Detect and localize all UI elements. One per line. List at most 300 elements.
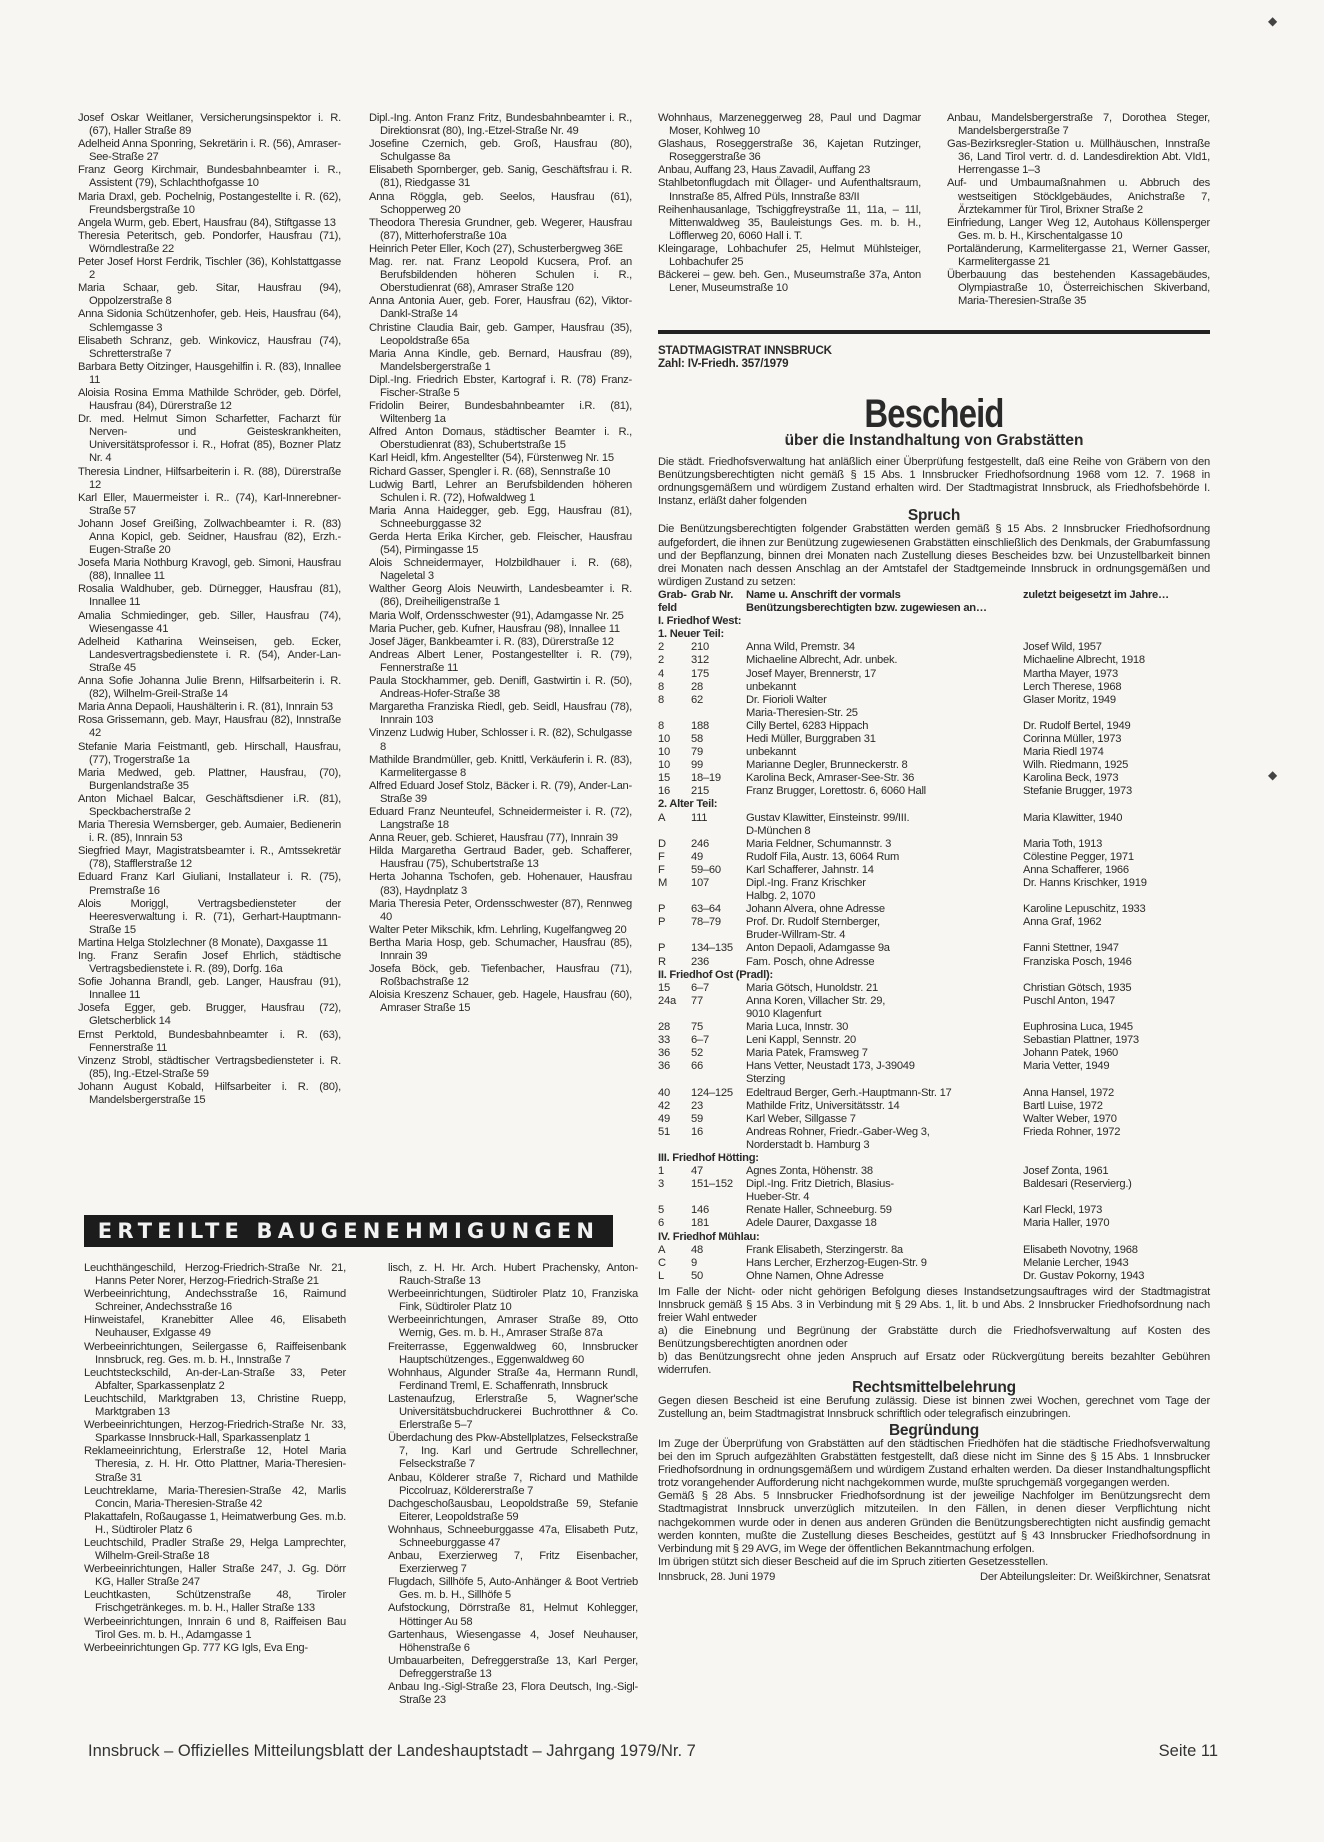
grave-table-cell: 48 — [691, 1243, 703, 1256]
grave-table-cell: 8 — [658, 719, 664, 732]
permit-entry: Werbeeinrichtungen, Amraser Straße 89, Otto Wernig, Ges. m. b. H., Amraser Straße 87a — [388, 1314, 638, 1340]
grave-table-cell: 63–64 — [691, 903, 721, 916]
grave-table-row — [658, 1165, 1210, 1178]
permit-entry: Stahlbetonflugdach mit Öllager- und Aufenthaltsraum, Innstraße 85, Alfred Püls, Innstraße 83/II — [658, 177, 921, 203]
grave-table-cell: 16 — [691, 1125, 703, 1138]
obituary-entry: Karl Eller, Mauermeister i. R.. (74), Karl-Innerebner-Straße 57 — [78, 491, 341, 517]
obituary-entry: Theodora Theresia Grundner, geb. Wegerer, Hausfrau (87), Mitterhoferstraße 10a — [369, 216, 632, 242]
grave-table-cell: 49 — [691, 850, 703, 863]
grave-table-row — [658, 1034, 1210, 1047]
grave-table-header-cell: Grab-feld — [658, 588, 687, 615]
grave-table-cell: F — [658, 850, 665, 863]
obituary-entry: Hilda Margaretha Gertraud Bader, geb. Schafferer, Hausfrau (75), Schubertstraße 13 — [369, 845, 632, 871]
permit-entry: Wohnhaus, Schneeburggasse 47a, Elisabeth Putz, Schneeburggasse 47 — [388, 1523, 638, 1549]
grave-section-title — [658, 969, 1210, 982]
obituary-entry: Alois Moriggl, Vertragsbediensteter der Heeresverwaltung i. R. (71), Gerhart-Hauptmann-Straße 15 — [78, 897, 341, 936]
bescheid-signature: Der Abteilungsleiter: Dr. Weißkirchner, Senatsrat — [979, 1570, 1210, 1583]
obituary-entry: Martina Helga Stolzlechner (8 Monate), Daxgasse 11 — [78, 936, 328, 949]
permit-entry: Werbeeinrichtung, Andechsstraße 16, Raimund Schreiner, Andechsstraße 16 — [84, 1288, 346, 1314]
obituary-entry: Aloisia Rosina Emma Mathilde Schröder, geb. Dörfel, Hausfrau (84), Dürerstraße 12 — [78, 386, 341, 413]
grave-table-cell: P — [658, 903, 666, 916]
obituary-entry: Theresia Lindner, Hilfsarbeiterin i. R. (88), Dürerstraße 12 — [78, 465, 341, 491]
grave-table-cell — [691, 1191, 746, 1204]
obituary-entry: Elisabeth Schranz, geb. Winkovicz, Hausfrau (74), Schretterstraße 7 — [78, 334, 341, 360]
grave-table-cell: A — [658, 811, 666, 824]
grave-table-cell: Maria Haller, 1970 — [1023, 1217, 1110, 1230]
grave-table-cell: Michaeline Albrecht, Adr. unbek. — [746, 654, 898, 667]
obituary-entry: Maria Anna Haidegger, geb. Egg, Hausfrau (81), Schneeburggasse 32 — [369, 504, 632, 530]
permit-column-1 — [84, 1262, 346, 1655]
grave-table-cell: Prof. Dr. Rudolf Sternberger, — [746, 916, 880, 929]
nicht-text: Im Falle der Nicht- oder nicht gehörigen Befolgung dieses Instandsetzungsauftrages wird der Stadtmagistrat Innsbruck gemäß § 15 Abs. 3 in Verbindung mit § 29 Abs. 1, lit. b und Abs. 2 Innsbrucker Friedhofsordnung nach freier Wahl entweder — [658, 1285, 1210, 1325]
obituary-entry: Maria Draxl, geb. Pochelnig, Postangestellte i. R. (62), Freundsbergstraße 10 — [78, 190, 341, 216]
grave-table-cell — [691, 1073, 746, 1086]
grave-table-cell — [1023, 825, 1210, 838]
permit-entry: Anbau, Exerzierweg 7, Fritz Eisenbacher, Exerzierweg 7 — [388, 1550, 638, 1576]
grave-table-cell: M — [658, 877, 668, 889]
grave-table-cell: 16 — [658, 785, 670, 798]
grave-table-cell: 58 — [691, 732, 703, 745]
permit-entry: Werbeeinrichtungen, Südtiroler Platz 10, Franziska Fink, Südtiroler Platz 10 — [388, 1288, 638, 1314]
baugenehmigungen-banner: ERTEILTE BAUGENEHMIGUNGEN — [84, 1215, 613, 1247]
grave-table-cell: 66 — [691, 1060, 703, 1073]
grave-table-row — [658, 720, 1210, 733]
permit-column-4 — [947, 112, 1210, 308]
grave-table-cell: 50 — [691, 1269, 703, 1282]
obituary-entry: Anton Michael Balcar, Geschäftsdiener i.R. (81), Speckbacherstraße 2 — [78, 792, 341, 818]
nicht-option-b: b) das Benützungsrecht ohne jeden Anspruch auf Ersatz oder Rückvergütung bereits bezahlter Gebühren widerrufen. — [658, 1351, 1210, 1377]
footer-page-number: Seite 11 — [1158, 1742, 1218, 1760]
permit-entry: Werbeeinrichtungen, Innrain 6 und 8, Raiffeisen Bau Tirol Ges. m. b. H., Adamgasse 1 — [84, 1615, 346, 1641]
grave-table-cell: Karolina Beck, 1973 — [1023, 772, 1119, 785]
grave-table-cell: 1 — [658, 1165, 664, 1178]
grave-table-cell: Puschl Anton, 1947 — [1023, 994, 1115, 1007]
spruch-text: Die Benützungsberechtigten folgender Grabstätten werden gemäß § 15 Abs. 2 Innsbrucker Friedhofsordnung aufgefordert, die ihnen zur Benützung zugewiesenen Grabstätten einschließlich des Denkmals, der Grabumfassung und der Bepflanzung, binnen drei Monaten nach Zustellung dieses Bescheides bzw. bei Unzustellbarkeit binnen drei Monaten nach dessen Anschlag an der Amtstafel der Stadtgemeinde Innsbruck in ordnungsgemäßen und würdigen Zustand zu setzen: — [658, 523, 1210, 588]
grave-table-cell — [658, 929, 691, 942]
obituary-entry: Dipl.-Ing. Anton Franz Fritz, Bundesbahnbeamter i. R., Direktionsrat (80), Ing.-Etzel-Straße Nr. 49 — [369, 112, 632, 138]
grave-table-cell: Johann Alvera, ohne Adresse — [746, 903, 885, 916]
grave-table-cell: Anna Schafferer, 1966 — [1023, 863, 1129, 876]
grave-table-cell: Euphrosina Luca, 1945 — [1023, 1021, 1133, 1034]
grave-table-cell — [691, 707, 746, 720]
grave-table-cell: 52 — [691, 1047, 703, 1060]
grave-table-row — [658, 1100, 1210, 1113]
obituary-entry: Walter Peter Mikschik, kfm. Lehrling, Kugelfangweg 20 — [369, 923, 627, 936]
grave-table-cell: 215 — [691, 785, 709, 798]
grave-table-cell: 79 — [691, 746, 703, 759]
grave-table-cell — [1023, 1073, 1210, 1086]
obituary-entry: Anna Sofie Johanna Julie Brenn, Hilfsarbeiterin i. R. (82), Wilhelm-Greil-Straße 14 — [78, 675, 341, 701]
obituary-entry: Dr. med. Helmut Simon Scharfetter, Facharzt für Nerven- und Geisteskrankheiten, Universitätsprofessor i. R., Hofrat (85), Bozner Platz Nr. 4 — [78, 413, 341, 465]
signature-line — [658, 1571, 1210, 1585]
obituary-entry: Elisabeth Spornberger, geb. Sanig, Geschäftsfrau i. R. (81), Riedgasse 31 — [369, 164, 632, 190]
obituary-entry: Maria Pucher, geb. Kufner, Hausfrau (98), Innallee 11 — [369, 622, 620, 635]
begruendung-text-3: Im übrigen stützt sich dieser Bescheid auf die im Spruch zitierten Gesetzesstellen. — [658, 1555, 1049, 1568]
grave-table-row — [658, 772, 1210, 785]
grave-table-cell: 9 — [691, 1256, 697, 1269]
grave-table-cell: Cilly Bertel, 6283 Hippach — [746, 719, 869, 732]
grave-table-cell: Maria Toth, 1913 — [1023, 837, 1103, 850]
grave-table-cell: 151–152 — [691, 1178, 733, 1191]
grave-table-cell: F — [658, 863, 665, 876]
grave-table-cell: Maria Vetter, 1949 — [1023, 1060, 1110, 1073]
grave-table-cell: Maria Riedl 1974 — [1023, 746, 1104, 759]
grave-table-cell: Dr. Gustav Pokorny, 1943 — [1023, 1269, 1145, 1282]
obituary-entry: Alfred Eduard Josef Stolz, Bäcker i. R. (79), Ander-Lan-Straße 39 — [369, 779, 632, 805]
grave-table-cell: Maria Götsch, Hunoldstr. 21 — [746, 981, 878, 994]
permit-entry: Überbauung das bestehenden Kassagebäudes, Olympiastraße 10, Österreichischen Skiverband, Maria-Theresien-Straße 35 — [947, 269, 1210, 308]
grave-section-title-text: III. Friedhof Hötting: — [658, 1151, 759, 1164]
grave-table-cell: Agnes Zonta, Höhenstr. 38 — [746, 1165, 873, 1178]
grave-table-cell: 28 — [658, 1021, 670, 1034]
grave-table-cell — [1023, 1139, 1210, 1152]
permit-entry: Reihenhausanlage, Tschiggfreystraße 11, 11a, – 11l, Mittenwaldweg 35, Bauleistungs Ges. m. b. H., Löfflerweg 20, 6060 Hall i. T. — [658, 203, 921, 242]
grave-table-cell: Wilh. Riedmann, 1925 — [1023, 759, 1129, 772]
grave-table-cell: A — [658, 1243, 666, 1256]
obituary-entry: Maria Theresia Peter, Ordensschwester (87), Rennweg 40 — [369, 897, 632, 923]
obituary-entry: Maria Schaar, geb. Sitar, Hausfrau (94), Oppolzerstraße 8 — [78, 282, 341, 308]
bescheid-intro: Die städt. Friedhofsverwaltung hat anläßlich einer Überprüfung festgestellt, daß eine Reihe von Gräbern von den Benützungsberechtigten nicht gemäß § 15 Abs. 1 Innsbrucker Friedhofsordnung 1968 vom 12. 7. 1968 in ordnungsgemäßem und würdigem Zustand erhalten wird. Der Stadtmagistrat Innsbruck, als Friedhofsbehörde I. Instanz, erläßt daher folgenden — [658, 456, 1210, 508]
grave-table-cell: 5 — [658, 1204, 664, 1217]
grave-table-cell: 99 — [691, 759, 703, 772]
obituary-column-1 — [78, 112, 341, 1107]
grave-table-row — [658, 982, 1210, 995]
grave-table-cell: 23 — [691, 1099, 703, 1112]
grave-table-cell: Hans Vetter, Neustadt 173, J-39049 — [746, 1060, 915, 1073]
obituary-entry: Adelheid Katharina Weinseisen, geb. Ecker, Landesvertragsbedienstete i. R. (54), Ander-Lan-Straße 45 — [78, 635, 341, 674]
grave-table-cell — [691, 1008, 746, 1021]
grave-table-cell — [658, 825, 691, 838]
grave-table-row — [658, 956, 1210, 969]
obituary-entry: Rosalia Waldhuber, geb. Dürnegger, Hausfrau (81), Innallee 11 — [78, 583, 341, 609]
grave-table-row — [658, 851, 1210, 864]
grave-table-cell — [658, 1191, 691, 1204]
grave-table-cell: 2 — [658, 654, 664, 667]
grave-table-cell — [658, 1139, 691, 1152]
grave-table-cell: Marianne Degler, Brunneckerstr. 8 — [746, 759, 908, 772]
obituary-entry: Anna Röggla, geb. Seelos, Hausfrau (61), Schopperweg 20 — [369, 190, 632, 216]
grave-table-cell: 124–125 — [691, 1086, 733, 1099]
grave-table-cell: Dr. Rudolf Bertel, 1949 — [1023, 719, 1131, 732]
grave-table-cell: 15 — [658, 981, 670, 994]
grave-table-cell: D-München 8 — [746, 824, 811, 837]
grave-table-cell: 6–7 — [691, 981, 709, 994]
permit-entry: Leuchtreklame, Maria-Theresien-Straße 42, Marlis Concin, Maria-Theresien-Straße 42 — [84, 1484, 346, 1510]
permit-entry: Gartenhaus, Wiesengasse 4, Josef Neuhauser, Höhenstraße 6 — [388, 1628, 638, 1654]
permit-entry: Wohnhaus, Algunder Straße 4a, Hermann Rundl, Ferdinand Treml, E. Schaffenrath, Innsbruck — [388, 1366, 638, 1392]
obituary-entry: Maria Theresia Wernsberger, geb. Aumaier, Bedienerin i. R. (85), Innrain 53 — [78, 819, 341, 845]
permit-entry: Lastenaufzug, Erlerstraße 5, Wagner'sche Universitätsbuchdruckerei Buchrotthner & Co. Erlerstraße 5–7 — [388, 1392, 638, 1432]
grave-table-row — [658, 942, 1210, 955]
grave-table-cell: Josef Mayer, Brennerstr, 17 — [746, 667, 877, 680]
obituary-entry: Maria Wolf, Ordensschwester (91), Adamgasse Nr. 25 — [369, 609, 624, 622]
grave-table-cell: Johann Patek, 1960 — [1023, 1047, 1119, 1060]
magistrat-zahl: Zahl: IV-Friedh. 357/1979 — [658, 357, 789, 371]
grave-table-row — [658, 1139, 1210, 1152]
grave-table-row — [658, 838, 1210, 851]
grave-table-cell: Hans Lercher, Erzherzog-Eugen-Str. 9 — [746, 1256, 927, 1269]
grave-table-row — [658, 1047, 1210, 1060]
permit-entry: Glashaus, Roseggerstraße 36, Kajetan Rutzinger, Roseggerstraße 36 — [658, 138, 921, 164]
obituary-entry: Angela Wurm, geb. Ebert, Hausfrau (84), Stiftgasse 13 — [78, 216, 336, 229]
grave-table-cell: 9010 Klagenfurt — [746, 1007, 822, 1020]
obituary-entry: Ernst Perktold, Bundesbahnbeamter i. R. (63), Fennerstraße 11 — [78, 1028, 341, 1054]
permit-column-2 — [388, 1262, 638, 1707]
grave-table-cell: 62 — [691, 693, 703, 706]
grave-table-cell: 8 — [658, 693, 664, 706]
grave-table-cell — [1023, 707, 1210, 720]
grave-table-cell: Halbg. 2, 1070 — [746, 890, 816, 903]
permit-entry: Hinweistafel, Kranebitter Allee 46, Elisabeth Neuhauser, Exlgasse 49 — [84, 1314, 346, 1340]
grave-table-cell: 77 — [691, 994, 703, 1007]
grave-table-cell: 134–135 — [691, 942, 733, 955]
grave-table-cell: Dipl.-Ing. Fritz Dietrich, Blasius- — [746, 1178, 894, 1191]
permit-entry: Werbeeinrichtungen, Seilergasse 6, Raiffeisenbank Innsbruck, reg. Ges. m. b. H., Innstraße 7 — [84, 1340, 346, 1366]
obituary-entry: Eduard Franz Karl Giuliani, Installateur i. R. (75), Premstraße 16 — [78, 871, 341, 897]
grave-table-cell: Fam. Posch, ohne Adresse — [746, 955, 875, 968]
grave-table — [658, 589, 1210, 1283]
permit-entry: Anbau, Mandelsbergerstraße 7, Dorothea Steger, Mandelsbergerstraße 7 — [947, 112, 1210, 138]
obituary-entry: Vinzenz Strobl, städtischer Vertragsbediensteter i. R. (85), Ing.-Etzel-Straße 59 — [78, 1054, 341, 1080]
grave-table-cell: 24a — [658, 994, 676, 1007]
grave-table-row — [658, 864, 1210, 877]
permit-entry: Anbau, Kölderer straße 7, Richard und Mathilde Piccolruaz, Köldererstraße 7 — [388, 1471, 638, 1497]
grave-table-cell: Bruder-Willram-Str. 4 — [746, 929, 846, 942]
grave-table-cell: Glaser Moritz, 1949 — [1023, 693, 1116, 706]
grave-section-title — [658, 1231, 1210, 1244]
obituary-entry: Mag. rer. nat. Franz Leopold Kucsera, Prof. an Berufsbildenden höheren Schulen i. R., Oberstudienrat (68), Amraser Straße 120 — [369, 256, 632, 295]
grave-table-cell: Adele Daurer, Daxgasse 18 — [746, 1217, 877, 1230]
section-divider — [658, 330, 1210, 334]
grave-table-cell: Dr. Fiorioli Walter — [746, 693, 827, 706]
grave-table-cell: Anna Graf, 1962 — [1023, 916, 1102, 929]
grave-table-cell: Sterzing — [746, 1073, 786, 1086]
permit-entry: Leuchtschild, Pradler Straße 29, Helga Lamprechter, Wilhelm-Greil-Straße 18 — [84, 1536, 346, 1563]
grave-table-cell: Leni Kappl, Sennstr. 20 — [746, 1034, 856, 1047]
obituary-entry: Rosa Grissemann, geb. Mayr, Hausfrau (82), Innstraße 42 — [78, 714, 341, 740]
grave-table-cell: Norderstadt b. Hamburg 3 — [746, 1138, 870, 1151]
grave-table-row — [658, 877, 1210, 890]
obituary-entry: Stefanie Maria Feistmantl, geb. Hirschall, Hausfrau, (77), Trogerstraße 1a — [78, 740, 341, 766]
grave-table-row — [658, 903, 1210, 916]
permit-entry: Auf- und Umbaumaßnahmen u. Abbruch des westseitigen Stöcklgebäudes, Anichstraße 7, Ärztekammer für Tirol, Brixner Straße 2 — [947, 177, 1210, 216]
obituary-entry: Anna Antonia Auer, geb. Forer, Hausfrau (62), Viktor-Dankl-Straße 14 — [369, 295, 632, 321]
permit-entry: Einfriedung, Langer Weg 12, Autohaus Köllensperger Ges. m. b. H., Kirschentalgasse 10 — [947, 216, 1210, 242]
nicht-option-a: a) die Einebnung und Begrünung der Grabstätte durch die Friedhofsverwaltung auf Kosten des Benützungsberechtigten anordnen oder — [658, 1325, 1210, 1351]
obituary-entry: Ludwig Bartl, Lehrer an Berufsbildenden höheren Schulen i. R. (72), Hofwaldweg 1 — [369, 478, 632, 504]
grave-table-cell: Lerch Therese, 1968 — [1023, 680, 1122, 693]
obituary-entry: Heinrich Peter Eller, Koch (27), Schusterbergweg 36E — [369, 242, 623, 255]
grave-section-title — [658, 615, 1210, 628]
grave-table-cell: Frank Elisabeth, Sterzingerstr. 8a — [746, 1243, 903, 1256]
grave-table-row — [658, 995, 1210, 1008]
magistrat-name: STADTMAGISTRAT INNSBRUCK — [658, 344, 832, 357]
grave-table-cell: 111 — [691, 811, 708, 824]
grave-table-row — [658, 1191, 1210, 1204]
grave-table-header — [658, 589, 1210, 615]
magistrat-header — [658, 344, 1210, 370]
bescheid-body — [658, 456, 1210, 1585]
grave-table-cell — [1023, 1191, 1210, 1204]
grave-table-cell: 33 — [658, 1034, 670, 1047]
grave-table-cell: 146 — [691, 1204, 709, 1217]
grave-table-cell: 188 — [691, 719, 709, 732]
footer-publication: Innsbruck – Offizielles Mitteilungsblatt der Landeshauptstadt – Jahrgang 1979/Nr. 7 — [88, 1742, 696, 1760]
obituary-entry: Richard Gasser, Spengler i. R. (68), Sennstraße 10 — [369, 465, 611, 478]
grave-table-cell — [1023, 1008, 1210, 1021]
obituary-entry: Margaretha Franziska Riedl, geb. Seidl, Hausfrau (78), Innrain 103 — [369, 701, 632, 727]
grave-table-row — [658, 733, 1210, 746]
grave-table-cell: 75 — [691, 1021, 703, 1034]
grave-table-cell: 36 — [658, 1047, 670, 1060]
grave-table-cell: 175 — [691, 667, 709, 680]
obituary-entry: Franz Georg Kirchmair, Bundesbahnbeamter i. R., Assistent (79), Schlachthofgasse 10 — [78, 164, 341, 190]
grave-table-cell: Stefanie Brugger, 1973 — [1023, 785, 1132, 798]
obituary-entry: Aloisia Kreszenz Schauer, geb. Hagele, Hausfrau (60), Amraser Straße 15 — [369, 989, 632, 1015]
permit-entry: Werbeeinrichtungen, Haller Straße 247, J. Gg. Dörr KG, Haller Straße 247 — [84, 1563, 346, 1589]
grave-table-cell — [691, 929, 746, 942]
obituary-entry: Josefa Böck, geb. Tiefenbacher, Hausfrau (71), Roßbachstraße 12 — [369, 963, 632, 989]
obituary-entry: Amalia Schmiedinger, geb. Siller, Hausfrau (74), Wiesengasse 41 — [78, 609, 341, 635]
permit-entry: Anbau, Auffang 23, Haus Zavadil, Auffang 23 — [658, 164, 871, 177]
grave-table-row — [658, 890, 1210, 903]
obituary-entry: Josefa Egger, geb. Brugger, Hausfrau (72), Gletscherblick 14 — [78, 1002, 341, 1028]
edge-mark: ◆ — [1268, 768, 1278, 782]
grave-table-cell: 236 — [691, 955, 709, 968]
grave-table-row — [658, 1060, 1210, 1073]
grave-table-cell — [658, 1073, 691, 1086]
grave-table-row — [658, 1073, 1210, 1086]
grave-table-cell: Rudolf Fila, Austr. 13, 6064 Rum — [746, 850, 900, 863]
grave-table-cell: Christian Götsch, 1935 — [1023, 981, 1132, 994]
grave-table-cell: Josef Wild, 1957 — [1023, 641, 1102, 654]
permit-entry: Aufstockung, Dörrstraße 81, Helmut Kohlegger, Höttinger Au 58 — [388, 1602, 638, 1628]
begruendung-text-2: Gemäß § 28 Abs. 5 Innsbrucker Friedhofsordnung ist der jeweilige Nachfolger im Benützungsrecht dem Stadtmagistrat Innsbruck unverzüglich mitzuteilen. In den Fällen, in denen dieser Verpflichtung nicht nachgekommen wurde oder in denen aus anderen Gründen die Benützungsberechtigten nicht ausfindig gemacht werden konnten, mußte die Zustellung dieses Bescheides, gestützt auf § 43 Innsbrucker Friedhofsordnung in Verbindung mit § 29 AVG, im Wege der öffentlichen Bekanntmachung erfolgen. — [658, 1490, 1210, 1555]
grave-table-cell: 8 — [658, 680, 664, 693]
grave-table-cell: unbekannt — [746, 680, 797, 693]
grave-table-cell: Ohne Namen, Ohne Adresse — [746, 1269, 884, 1282]
grave-table-cell: L — [658, 1269, 664, 1282]
grave-table-cell: 49 — [658, 1112, 670, 1125]
grave-table-cell: Karl Schafferer, Jahnstr. 14 — [746, 863, 874, 876]
permit-entry: Anbau Ing.-Sigl-Straße 23, Flora Deutsch, Ing.-Sigl-Straße 23 — [388, 1681, 638, 1707]
grave-section-title-text: 1. Neuer Teil: — [658, 628, 724, 641]
grave-table-cell: C — [658, 1256, 666, 1269]
obituary-entry: Christine Claudia Bair, geb. Gamper, Hausfrau (35), Leopoldstraße 65a — [369, 321, 632, 347]
obituary-entry: Johann August Kobald, Hilfsarbeiter i. R. (80), Mandelsbergerstraße 15 — [78, 1080, 341, 1107]
grave-table-cell: unbekannt — [746, 746, 797, 759]
grave-table-cell: Gustav Klawitter, Einsteinstr. 99/III. — [746, 811, 910, 824]
grave-table-cell: Karolina Beck, Amraser-See-Str. 36 — [746, 772, 915, 785]
obituary-entry: Ing. Franz Serafin Josef Ehrlich, städtische Vertragsbedienstete i. R. (89), Dorfg. 16a — [78, 950, 341, 976]
permit-entry: lisch, z. H. Hr. Arch. Hubert Prachensky, Anton-Rauch-Straße 13 — [388, 1262, 638, 1288]
grave-table-cell: 312 — [691, 654, 709, 667]
grave-table-row — [658, 1008, 1210, 1021]
grave-table-cell — [658, 707, 691, 720]
grave-table-cell: P — [658, 916, 666, 929]
grave-table-row — [658, 929, 1210, 942]
grave-table-cell: Franziska Posch, 1946 — [1023, 955, 1132, 968]
grave-table-cell: Michaeline Albrecht, 1918 — [1023, 654, 1145, 667]
grave-table-cell: 15 — [658, 772, 670, 785]
grave-table-cell: Maria Klawitter, 1940 — [1023, 811, 1123, 824]
grave-table-cell: 10 — [658, 759, 670, 772]
grave-table-cell: Corinna Müller, 1973 — [1023, 732, 1122, 745]
grave-table-cell: Walter Weber, 1970 — [1023, 1112, 1117, 1125]
grave-table-cell: R — [658, 955, 666, 968]
grave-table-row — [658, 707, 1210, 720]
grave-section-title-text: I. Friedhof West: — [658, 615, 742, 628]
grave-table-cell: 42 — [658, 1099, 670, 1112]
obituary-entry: Walther Georg Alois Neuwirth, Landesbeamter i. R. (86), Dreiheiligenstraße 1 — [369, 583, 632, 609]
obituary-entry: Vinzenz Ludwig Huber, Schlosser i. R. (82), Schulgasse 8 — [369, 727, 633, 753]
grave-table-cell: Josef Zonta, 1961 — [1023, 1165, 1109, 1178]
obituary-entry: Siegfried Mayr, Magistratsbeamter i. R., Amtssekretär (78), Stafflerstraße 12 — [78, 845, 341, 871]
obituary-entry: Alfred Anton Domaus, städtischer Beamter i. R., Oberstudienrat (83), Schubertstraße 15 — [369, 426, 632, 452]
rechtsmittel-text: Gegen diesen Bescheid ist eine Berufung zulässig. Diese ist binnen zwei Wochen, gerechnet vom Tage der Zustellung an, beim Stadtmagistrat Innsbruck schriftlich oder telegrafisch einzubringen. — [658, 1394, 1210, 1420]
grave-table-cell: 210 — [691, 641, 709, 654]
grave-table-cell — [658, 1008, 691, 1021]
grave-table-cell: Dr. Hanns Krischker, 1919 — [1023, 877, 1147, 889]
grave-table-cell: Franz Brugger, Lorettostr. 6, 6060 Hall — [746, 785, 926, 798]
grave-table-cell: D — [658, 837, 666, 850]
grave-table-cell — [1023, 929, 1210, 942]
grave-section-title — [658, 798, 1210, 811]
obituary-entry: Alois Schneidermayer, Holzbildhauer i. R. (68), Nageletal 3 — [369, 557, 632, 583]
grave-table-row — [658, 1087, 1210, 1100]
obituary-entry: Paula Stockhammer, geb. Denifl, Gastwirtin i. R. (50), Andreas-Hofer-Straße 38 — [369, 675, 632, 701]
obituary-entry: Maria Anna Kindle, geb. Bernard, Hausfrau (89), Mandelsbergerstraße 1 — [369, 347, 632, 373]
grave-table-row — [658, 1204, 1210, 1217]
obituary-entry: Herta Johanna Tschofen, geb. Hohenauer, Hausfrau (83), Haydnplatz 3 — [369, 871, 632, 897]
grave-table-cell: 59–60 — [691, 863, 721, 876]
permit-entry: Umbauarbeiten, Defreggerstraße 13, Karl Perger, Defreggerstraße 13 — [388, 1654, 638, 1680]
permit-entry: Reklameeinrichtung, Erlerstraße 12, Hotel Maria Theresia, z. H. Hr. Otto Plattner, Maria-Theresien-Straße 31 — [84, 1445, 346, 1484]
grave-section-title — [658, 1152, 1210, 1165]
grave-table-row — [658, 1257, 1210, 1270]
obituary-entry: Eduard Franz Neunteufel, Schneidermeister i. R. (72), Langstraße 18 — [369, 805, 632, 832]
grave-table-row — [658, 916, 1210, 929]
grave-table-cell: 246 — [691, 837, 709, 850]
permit-entry: Wohnhaus, Marzeneggerweg 28, Paul und Dagmar Moser, Kohlweg 10 — [658, 112, 921, 138]
grave-table-row — [658, 785, 1210, 798]
obituary-entry: Bertha Maria Hosp, geb. Schumacher, Hausfrau (85), Innrain 39 — [369, 936, 632, 962]
permit-entry: Überdachung des Pkw-Abstellplatzes, Felseckstraße 7, Ing. Karl und Gertrude Schrellechner, Felseckstraße 7 — [388, 1432, 638, 1471]
spruch-title: Spruch — [907, 507, 961, 525]
grave-table-cell — [658, 890, 691, 903]
permit-column-3 — [658, 112, 921, 295]
grave-table-row — [658, 1270, 1210, 1283]
grave-table-cell: Karoline Lepuschitz, 1933 — [1023, 903, 1146, 916]
grave-table-row — [658, 1217, 1210, 1230]
permit-entry: Leuchthängeschild, Herzog-Friedrich-Straße Nr. 21, Hanns Peter Norer, Herzog-Friedrich-Straße 21 — [84, 1262, 346, 1288]
bescheid-date: Innsbruck, 28. Juni 1979 — [658, 1570, 776, 1583]
obituary-entry: Gerda Herta Erika Kircher, geb. Fleischer, Hausfrau (54), Pirmingasse 15 — [369, 531, 632, 557]
permit-entry: Plakattafeln, Roßaugasse 1, Heimatwerbung Ges. m.b. H., Südtiroler Platz 6 — [84, 1510, 346, 1536]
grave-table-row — [658, 668, 1210, 681]
obituary-entry: Anna Sidonia Schützenhofer, geb. Heis, Hausfrau (64), Schlemgasse 3 — [78, 308, 341, 334]
grave-table-cell: 4 — [658, 667, 664, 680]
begruendung-text-1: Im Zuge der Überprüfung von Grabstätten auf den städtischen Friedhöfen hat die städtische Friedhofsverwaltung bei den im Spruch aufgezählten Grabstätten festgestellt, daß diese nicht im Sinne des § 15 Abs. 1 Innsbrucker Friedhofsordnung in ordnungsgemäßem und würdigem Zustand erhalten werden. Da dieser Instandhaltungspflicht trotz vorangehender Aufforderung nicht nachgekommen wurde, mußte spruchgemäß vorgegangen werden. — [658, 1437, 1210, 1490]
grave-table-cell: 18–19 — [691, 772, 721, 785]
grave-table-cell: 47 — [691, 1165, 703, 1178]
permit-entry: Leuchtsteckschild, An-der-Lan-Straße 33, Peter Abfalter, Sparkassenplatz 2 — [84, 1366, 346, 1392]
grave-table-row — [658, 1178, 1210, 1191]
permit-entry: Gas-Bezirksregler-Station u. Müllhäuschen, Innstraße 36, Land Tirol vertr. d. d. Landesdirektion Abt. VId1, Herrengasse 1–3 — [947, 138, 1210, 177]
grave-table-cell: Hedi Müller, Burggraben 31 — [746, 732, 876, 745]
permit-entry: Werbeeinrichtungen, Herzog-Friedrich-Straße Nr. 33, Sparkasse Innsbruck-Hall, Sparkassenplatz 1 — [84, 1419, 346, 1445]
grave-table-cell: 3 — [658, 1178, 664, 1191]
